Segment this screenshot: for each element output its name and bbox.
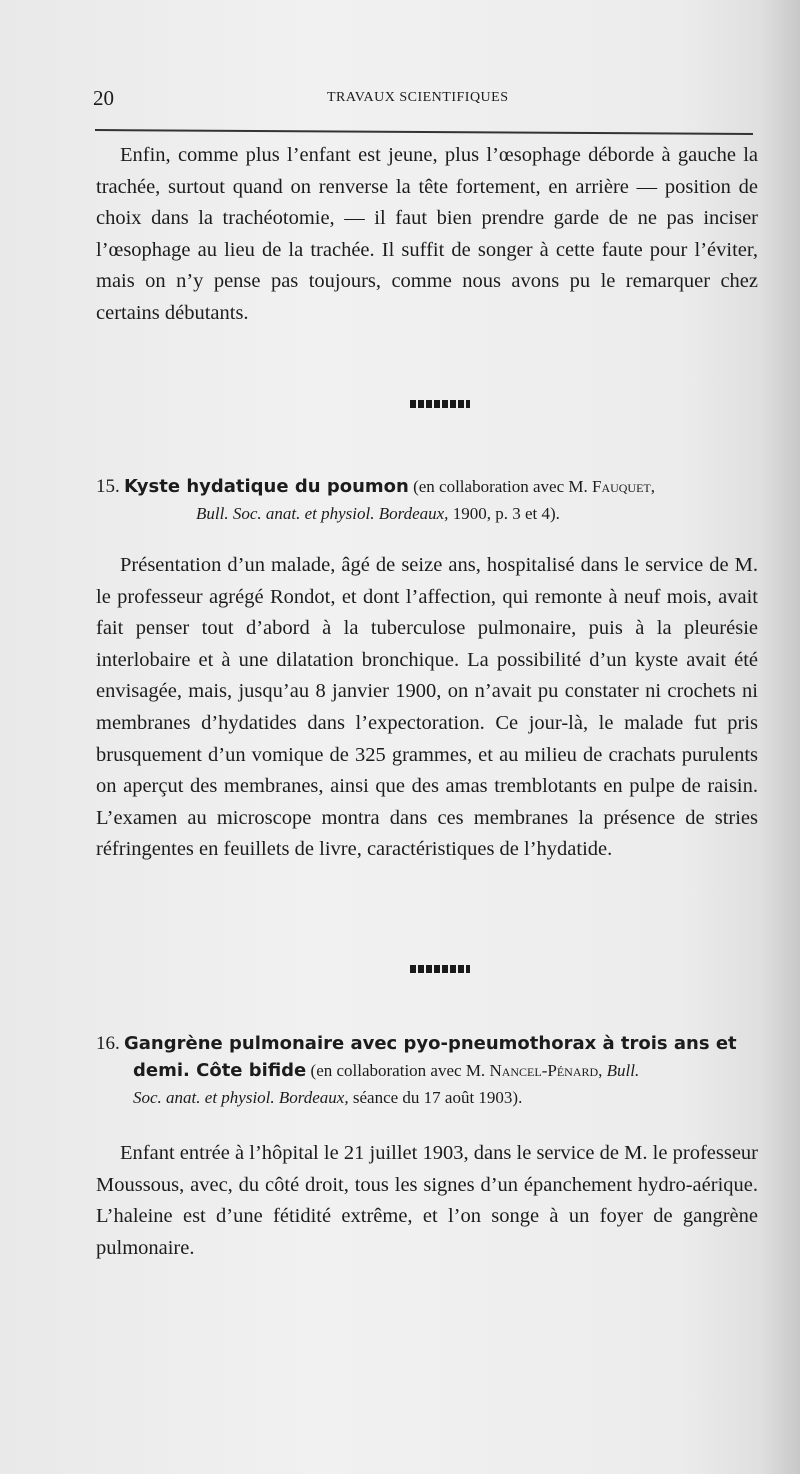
entry-15 xyxy=(96,473,760,527)
entry-16-reference-line xyxy=(96,1084,760,1111)
entry-15-reference-line xyxy=(96,500,760,527)
header-rule xyxy=(95,129,753,135)
entry-16-collab: (en collaboration avec M. xyxy=(310,1061,486,1080)
page-number: 20 xyxy=(93,86,114,110)
section-separator-2 xyxy=(410,965,470,973)
entry-15-number: 15. xyxy=(96,476,120,497)
entry-16-title-line1: Gangrène pulmonaire avec pyo-pneumothorax à trois ans et xyxy=(124,1033,737,1054)
entry-16-line2 xyxy=(96,1057,760,1084)
entry-16-body: Enfant entrée à l’hôpital le 21 juillet 1903, dans le service de M. le professeur Moussous, avec, du côté droit, tous les signes d’un épanchement hydro-aérique. L’haleine est d’une fétidité extrême, et l’on songe à un foyer de gangrène pulmonaire. xyxy=(96,1142,758,1259)
entry-15-title: Kyste hydatique du poumon xyxy=(124,476,409,497)
entry-15-journal: Bull. Soc. anat. et physiol. Bordeaux, xyxy=(196,504,449,523)
page-edge-shadow xyxy=(760,0,800,1474)
entry-15-collab: (en collaboration avec M. xyxy=(413,477,588,496)
entry-16-journal-a: Bull. xyxy=(606,1061,640,1080)
entry-15-ref: 1900, p. 3 et 4). xyxy=(452,504,560,523)
entry-16-ref: séance du 17 août 1903). xyxy=(352,1088,523,1107)
entry-16-number: 16. xyxy=(96,1033,120,1054)
running-head: TRAVAUX SCIENTIFIQUES xyxy=(327,90,509,105)
entry-15-body: Présentation d’un malade, âgé de seize ans, hospitalisé dans le service de M. le professeur agrégé Rondot, et dont l’affection, qui remonte à neuf mois, avait fait penser tout d’abord à la tuberculose pulmonaire, puis à la pleurésie interlobaire et à une dilatation bronchique. La possibilité d’un kyste avait été envisagée, mais, jusqu’au 8 janvier 1900, on n’avait pu constater ni crochets ni membranes d’hydatides dans l’expectoration. Ce jour-là, le malade fut pris brusquement d’un vomique de 325 grammes, et au milieu de crachats purulents on aperçut des membranes, ainsi que des amas tremblotants en pulpe de raisin. L’examen au microscope montra dans ces membranes la présence de stries réfringentes en feuillets de livre, caractéristiques de l’hydatide. xyxy=(96,554,758,861)
intro-paragraph: Enfin, comme plus l’enfant est jeune, plus l’œsophage déborde à gauche la trachée, surtout quand on renverse la tête fortement, en arrière — position de choix dans la trachéotomie, — il faut bien prendre garde de ne pas inciser l’œsophage au lieu de la trachée. Il suffit de songer à cette faute pour l’éviter, mais on n’y pense pas toujours, comme nous avons pu le remarquer chez certains débutants. xyxy=(96,144,758,324)
section-separator-1 xyxy=(410,400,470,408)
entry-16-title-line2: demi. Côte bifide xyxy=(133,1060,307,1081)
entry-16-journal-b: Soc. anat. et physiol. Bordeaux, xyxy=(133,1088,349,1107)
entry-15-author: Fauquet, xyxy=(591,477,656,496)
entry-16-author: Nancel-Pénard, xyxy=(489,1061,603,1080)
page-header xyxy=(93,86,753,116)
entry-16 xyxy=(96,1030,760,1111)
